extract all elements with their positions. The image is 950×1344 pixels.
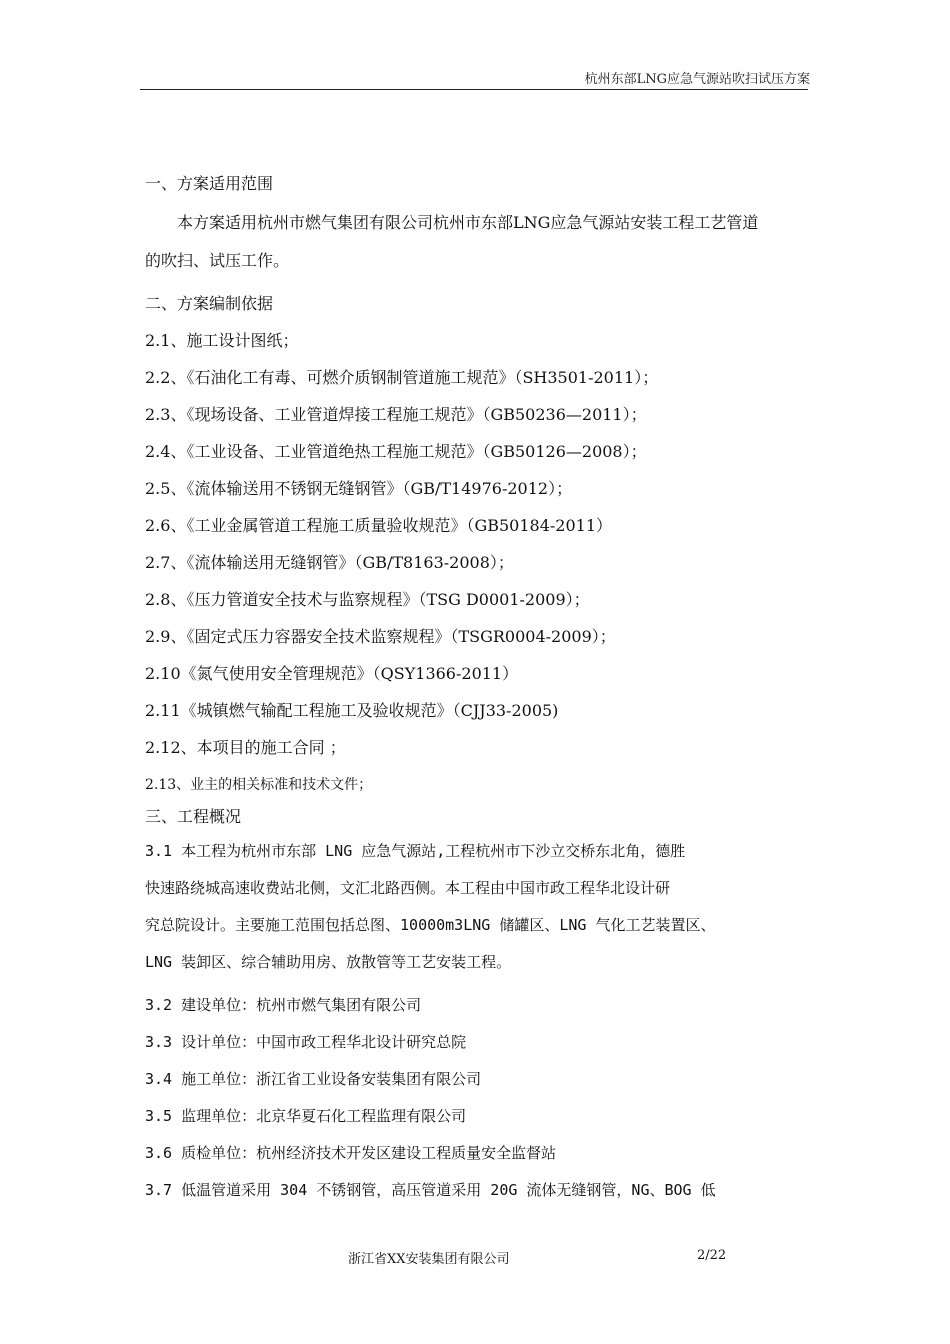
section-1-paragraph [145,204,810,242]
section-3-overview [145,833,810,981]
reference-item: 2.7、《流体输送用无缝钢管》（GB/T8163-2008）； [145,553,514,572]
section-1-heading: 一、方案适用范围 [145,174,274,193]
project-parties-list [145,987,810,1209]
footer-company: 浙江省XX安装集团有限公司 [348,1252,510,1267]
section-2-heading: 二、方案编制依据 [145,294,274,313]
header-rule [140,89,808,90]
section-3-heading: 三、工程概况 [145,807,242,826]
section-1-paragraph-cont [145,242,810,280]
reference-item: 2.11《城镇燃气输配工程施工及验收规范》（CJJ33-2005) [145,701,559,720]
reference-item: 2.1、施工设计图纸； [145,331,299,350]
section-1-paragraph-line-1: 本方案适用杭州市燃气集团有限公司杭州市东部LNG应急气源站安装工程工艺管道 [177,213,759,232]
reference-item: 2.9、《固定式压力容器安全技术监察规程》（TSGR0004-2009）； [145,627,616,646]
reference-item: 2.2、《石油化工有毒、可燃介质钢制管道施工规范》（SH3501-2011）； [145,368,659,387]
reference-item: 2.3、《现场设备、工业管道焊接工程施工规范》（GB50236—2011）； [145,405,647,424]
page-number: 2/22 [697,1248,727,1263]
header-title: 杭州东部LNG应急气源站吹扫试压方案 [584,72,810,87]
overview-line: LNG 装卸区、综合辅助用房、放散管等工艺安装工程。 [145,953,512,971]
reference-item: 2.4、《工业设备、工业管道绝热工程施工规范》（GB50126—2008）； [145,442,647,461]
reference-item: 2.13、业主的相关标准和技术文件； [145,777,373,793]
party-item: 3.2 建设单位：杭州市燃气集团有限公司 [145,996,422,1014]
party-item: 3.5 监理单位：北京华夏石化工程监理有限公司 [145,1107,467,1125]
overview-line: 快速路绕城高速收费站北侧，文汇北路西侧。本工程由中国市政工程华北设计研 [145,879,671,897]
party-item: 3.3 设计单位：中国市政工程华北设计研究总院 [145,1033,467,1051]
reference-item: 2.8、《压力管道安全技术与监察规程》（TSG D0001-2009）； [145,590,590,609]
reference-item: 2.10《氮气使用安全管理规范》（QSY1366-2011） [145,664,519,683]
reference-item: 2.5、《流体输送用不锈钢无缝钢管》（GB/T14976-2012）； [145,479,573,498]
reference-list [145,327,810,799]
overview-line: 究总院设计。主要施工范围包括总图、10000m3LNG 储罐区、LNG 气化工艺装置区、 [145,916,716,934]
party-item: 3.6 质检单位：杭州经济技术开发区建设工程质量安全监督站 [145,1144,557,1162]
party-item: 3.4 施工单位：浙江省工业设备安装集团有限公司 [145,1070,482,1088]
reference-item: 2.12、本项目的施工合同 ； [145,738,346,757]
party-item: 3.7 低温管道采用 304 不锈钢管，高压管道采用 20G 流体无缝钢管，NG、BOG 低 [145,1181,716,1199]
reference-item: 2.6、《工业金属管道工程施工质量验收规范》（GB50184-2011） [145,516,613,535]
section-1-paragraph-line-2: 的吹扫、试压工作。 [145,251,290,270]
document-body [145,170,810,1209]
overview-line: 3.1 本工程为杭州市东部 LNG 应急气源站,工程杭州市下沙立交桥东北角，德胜 [145,842,686,860]
